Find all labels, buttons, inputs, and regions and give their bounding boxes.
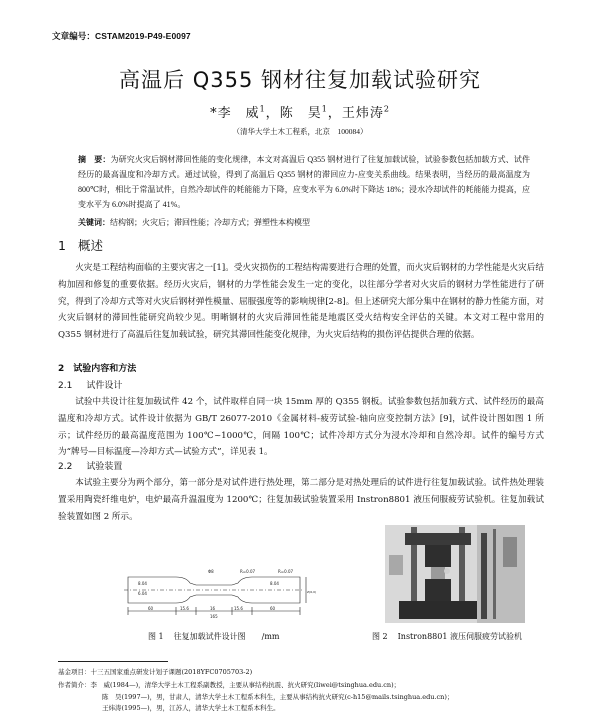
fig1-dim-156b: 15.6 bbox=[234, 606, 243, 611]
affiliation: （清华大学土木工程系，北京 100084） bbox=[232, 127, 368, 136]
section-1-title: 概述 bbox=[77, 238, 103, 253]
paragraph-2: 试验中共设计往复加载试件 42 个，试件取样自同一块 15mm 厚的 Q355 钢板。试验参数包括加载方式、试件经历的最高温度和冷却方式。试件设计依据为 GB/T 26077-2010《金属材料-疲劳试验-轴向应变控制方法》[9]，试件设计图如图 1 所示；试件经历的最高温度范围为 100℃~1000℃，间隔 100℃；试件冷却方式分为浸水冷却和自然冷却。试件的编号方式为“牌号—目标温度—冷却方式—试验方式”，详见表 1。 bbox=[58, 397, 544, 458]
section-2-heading: 2 试验内容和方法 bbox=[58, 364, 137, 374]
paragraph-1: 火灾是工程结构面临的主要灾害之一[1]。受火灾损伤的工程结构需要进行合理的处置，而火灾后钢材的力学性能是火灾后结构加固和修复的重要依据。经历火灾后，钢材的力学性能会发生一定的变化，以往部分学者对火灾后的钢材力学性能进行了研究，得到了冷却方式等对火灾后钢材弹性模量、屈服强度等的影响规律[2-8]。但上述研究大部分集中在钢材的静力性能方面，对火灾后钢材的滞回性能研究尚较少见。明晰钢材的火灾后滞回性能是地震区受火结构安全评估的关键。本文对工程中常用的 Q355 钢材进行了高温后往复加载试验，研究其滞回性能变化规律，为火灾后结构的损伤评估提供合理的依据。 bbox=[58, 263, 545, 341]
footnote-author-1: 作者简介：李 威(1984—)，清华大学土木工程系副教授，主要从事结构抗震、抗火研究(liwei@tsinghua.edu.cn)； bbox=[58, 681, 401, 689]
author-2: 陈 昊 bbox=[279, 106, 322, 121]
figure-1-caption-label: 图 1 bbox=[148, 632, 164, 641]
author-prefix: * bbox=[210, 106, 218, 121]
fig1-dim-z: Z(6,0) bbox=[307, 590, 317, 594]
author-3-sup: 2 bbox=[383, 104, 390, 114]
figure-1-caption-text: 往复加载试件设计图 /mm bbox=[173, 632, 280, 641]
fig1-dim-phi: Φ8 bbox=[208, 569, 214, 574]
figure-2-caption-label: 图 2 bbox=[372, 632, 388, 641]
keywords-text: 结构钢；火灾后；滞回性能；冷却方式；弹塑性本构模型 bbox=[110, 218, 310, 227]
subsection-2-1-number: 2.1 bbox=[58, 381, 73, 391]
author-1-sup: 1 bbox=[259, 104, 266, 114]
subsection-2-1-title: 试件设计 bbox=[86, 380, 123, 390]
section-1-number: 1 bbox=[58, 238, 66, 253]
footnote-author-2: 陈 昊(1997—)，男，甘肃人，清华大学土木工程系本科生，主要从事结构抗火研究(c-h15@mails.tsinghua.edu.cn)； bbox=[102, 693, 454, 701]
article-number: 文章编号：CSTAM2019-P49-E0097 bbox=[52, 31, 191, 41]
author-2-sup: 1 bbox=[321, 104, 328, 114]
keywords-label: 关键词： bbox=[78, 218, 110, 227]
figure-2-caption bbox=[372, 631, 522, 642]
abstract-text: 为研究火灾后钢材滞回性能的变化规律，本文对高温后 Q355 钢材进行了往复加载试验，试验参数包括加载方式、试件经历的最高温度和冷却方式。通过试验，得到了高温后 Q355 钢材的滞回应力-应变关系曲线。结果表明，当经历的最高温度为 800℃时，相比于常温试件，自然冷却试件的耗能能力下降，应变水平为 6.0%时下降达 18%；浸水冷却试件的耗能能力提高，应变水平为 6.0%时提高了 41%。 bbox=[78, 155, 530, 209]
fig1-dim-604: 6.04 bbox=[138, 591, 147, 596]
footnote-funding: 基金项目：十三五国家重点研发计划子课题(2018YFC0705703-2) bbox=[58, 668, 253, 676]
paragraph-3: 本试验主要分为两个部分，第一部分是对试件进行热处理，第二部分是对热处理后的试件进行往复加载试验。试件热处理装置采用陶瓷纤维电炉，电炉最高升温温度为 1200℃；往复加载试验装置采用 Instron8801 液压伺服疲劳试验机。往复加载试验装置如图 2 所示。 bbox=[58, 478, 544, 522]
keywords bbox=[78, 217, 530, 228]
author-line bbox=[0, 102, 600, 121]
fig1-dim-156a: 15.6 bbox=[180, 606, 189, 611]
paper-title: 高温后 Q355 钢材往复加载试验研究 bbox=[119, 68, 481, 92]
footnote-author-3: 王炜涛(1995—)，男，江苏人，清华大学土木工程系本科生。 bbox=[102, 704, 280, 712]
section-1-heading bbox=[58, 236, 103, 254]
testing-machine-illustration bbox=[385, 525, 525, 623]
fig1-dim-60a: 60 bbox=[148, 606, 154, 611]
figure-1-caption bbox=[148, 631, 280, 642]
author-1: 李 威 bbox=[217, 106, 260, 121]
fig1-dim-804a: 8.04 bbox=[138, 581, 147, 586]
figure-2-testing-machine-photo bbox=[385, 525, 525, 623]
figure-1-specimen-drawing bbox=[120, 563, 317, 619]
figure-2-caption-text: Instron8801 液压伺服疲劳试验机 bbox=[397, 632, 522, 641]
abstract-label: 摘 要： bbox=[78, 155, 111, 164]
subsection-2-2-heading bbox=[58, 459, 122, 472]
fig1-dim-60b: 60 bbox=[270, 606, 276, 611]
fig1-dim-r2: R=0.07 bbox=[278, 569, 294, 574]
author-3: 王炜涛 bbox=[341, 106, 384, 121]
fig1-dim-165: 165 bbox=[210, 614, 218, 619]
fig1-dim-804b: 8.04 bbox=[270, 581, 279, 586]
author-sep-1: ， bbox=[265, 106, 280, 121]
abstract bbox=[78, 152, 530, 212]
footnote-divider bbox=[58, 661, 168, 662]
subsection-2-2-title: 试验装置 bbox=[86, 462, 123, 472]
subsection-2-1-heading bbox=[58, 378, 122, 391]
fig1-dim-16: 16 bbox=[210, 606, 216, 611]
fig1-dim-r1: R=0.07 bbox=[240, 569, 256, 574]
subsection-2-2-number: 2.2 bbox=[58, 462, 73, 472]
author-sep-2: ， bbox=[327, 106, 342, 121]
